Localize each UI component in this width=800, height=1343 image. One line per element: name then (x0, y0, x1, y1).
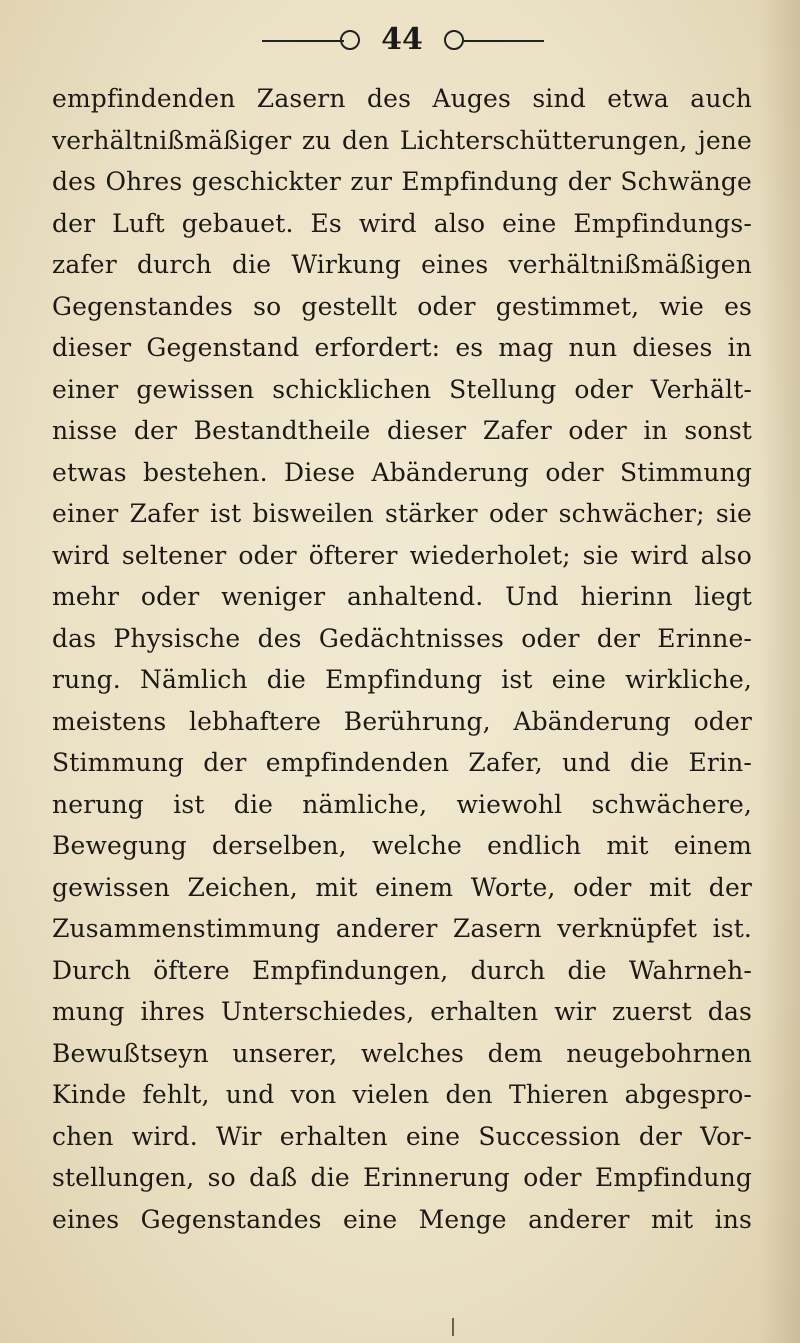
text-line: verhältnißmäßiger zu den Lichterschütterungen, jene (52, 125, 752, 155)
text-line: nisse der Bestandtheile dieser Zafer oder in sonst (52, 416, 752, 445)
page-header (0, 18, 800, 68)
text-line: wird seltener oder öfterer wiederholet; sie wird also (52, 540, 752, 570)
right-ornament-icon (444, 30, 464, 50)
text-line: rung. Nämlich die Empfindung ist eine wirkliche, (52, 665, 752, 694)
text-line: stellungen, so daß die Erinnerung oder Empfindung (52, 1163, 752, 1192)
page-edge-shadow (760, 0, 800, 1343)
text-line: gewissen Zeichen, mit einem Worte, oder mit der (52, 872, 752, 902)
page-number: 44 (381, 22, 423, 57)
text-line: Bewußtseyn unserer, welches dem neugebohrnen (52, 1038, 752, 1068)
text-line: Durch öftere Empfindungen, durch die Wahrneh- (52, 955, 752, 985)
text-line: einer Zafer ist bisweilen stärker oder schwächer; sie (52, 499, 752, 528)
text-line: chen wird. Wir erhalten eine Succession der Vor- (52, 1121, 752, 1151)
text-line: meistens lebhaftere Berührung, Abänderung oder (52, 706, 752, 736)
text-line: einer gewissen schicklichen Stellung oder Verhält- (52, 374, 752, 404)
text-line: mehr oder weniger anhaltend. Und hierinn liegt (52, 582, 752, 611)
text-line: Stimmung der empfindenden Zafer, und die Erin- (52, 748, 752, 777)
right-ornament-rule (462, 40, 544, 42)
text-line: empfindenden Zasern des Auges sind etwa auch (52, 84, 752, 113)
text-line: Zusammenstimmung anderer Zasern verknüpfet ist. (52, 914, 752, 943)
left-ornament-rule (262, 40, 344, 42)
left-ornament-icon (340, 30, 360, 50)
text-line: das Physische des Gedächtnisses oder der Erinne- (52, 623, 752, 653)
bottom-margin-mark (452, 1318, 454, 1336)
text-line: Bewegung derselben, welche endlich mit einem (52, 831, 752, 860)
text-line: zafer durch die Wirkung eines verhältnißmäßigen (52, 250, 752, 279)
text-line: der Luft gebauet. Es wird also eine Empfindungs- (52, 208, 752, 238)
text-line: Gegenstandes so gestellt oder gestimmet, wie es (52, 291, 752, 321)
text-line: Kinde fehlt, und von vielen den Thieren abgespro- (52, 1080, 752, 1109)
text-line: dieser Gegenstand erfordert: es mag nun dieses in (52, 333, 752, 362)
text-line: eines Gegenstandes eine Menge anderer mit ins (52, 1204, 752, 1234)
text-line: nerung ist die nämliche, wiewohl schwächere, (52, 789, 752, 819)
text-line: mung ihres Unterschiedes, erhalten wir zuerst das (52, 997, 752, 1026)
text-line: etwas bestehen. Diese Abänderung oder Stimmung (52, 457, 752, 487)
text-line: des Ohres geschickter zur Empfindung der Schwänge (52, 167, 752, 196)
body-text (52, 78, 752, 1240)
